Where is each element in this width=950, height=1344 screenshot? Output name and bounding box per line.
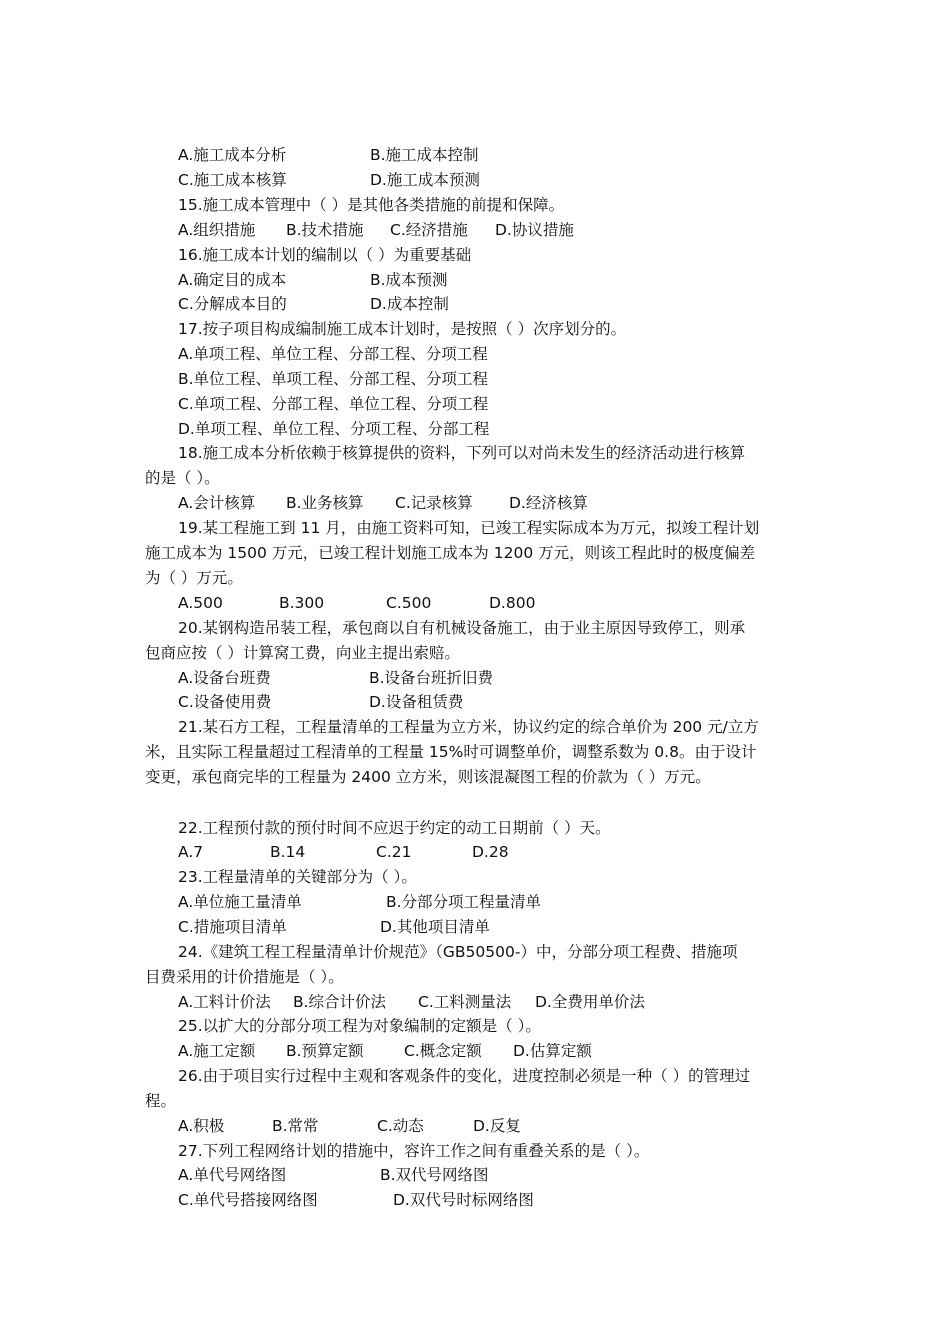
answer-option: D.全费用单价法 (535, 993, 645, 1011)
answer-option: C.施工成本核算 (178, 171, 287, 189)
answer-option: B.设备台班折旧费 (369, 669, 494, 687)
question-text: 17.按子项目构成编制施工成本计划时，是按照（ ）次序划分的。 (178, 320, 627, 338)
question-text: 16.施工成本计划的编制以（ ）为重要基础 (178, 246, 472, 264)
question-text: 21.某石方工程，工程量清单的工程量为立方米，协议约定的综合单价为 200 元/立方 (178, 718, 759, 736)
question-text: 27.下列工程网络计划的措施中，容许工作之间有重叠关系的是（ ）。 (178, 1142, 650, 1160)
answer-option: C.分解成本目的 (178, 295, 287, 313)
answer-option: D.估算定额 (513, 1042, 592, 1060)
answer-option: D.协议措施 (495, 221, 574, 239)
answer-option: C.500 (386, 594, 432, 612)
question-text-continued: 为（ ）万元。 (145, 569, 243, 587)
answer-option: C.动态 (377, 1117, 424, 1135)
answer-option: D.28 (472, 843, 509, 861)
answer-option: D.双代号时标网络图 (393, 1191, 534, 1209)
answer-option: C.单代号搭接网络图 (178, 1191, 318, 1209)
answer-option: B.常常 (272, 1117, 319, 1135)
answer-option: A.7 (178, 843, 204, 861)
answer-option: D.成本控制 (370, 295, 449, 313)
question-text-continued: 程。 (145, 1092, 177, 1110)
answer-option: A.施工成本分析 (178, 146, 287, 164)
question-text-continued: 的是（ ）。 (145, 469, 220, 487)
answer-option: B.14 (270, 843, 306, 861)
question-text: 15.施工成本管理中（ ）是其他各类措施的前提和保障。 (178, 196, 565, 214)
answer-option: B.施工成本控制 (370, 146, 479, 164)
answer-option: D.经济核算 (509, 494, 588, 512)
answer-option: B.技术措施 (286, 221, 364, 239)
question-text-continued: 米，且实际工程量超过工程清单的工程量 15%时可调整单价，调整系数为 0.8。由于设计 (145, 743, 757, 761)
answer-option: C.措施项目清单 (178, 918, 287, 936)
answer-option: A.组织措施 (178, 221, 256, 239)
answer-option: C.21 (376, 843, 412, 861)
answer-option: D.800 (489, 594, 536, 612)
question-text: 26.由于项目实行过程中主观和客观条件的变化，进度控制必须是一种（ ）的管理过 (178, 1067, 751, 1085)
answer-option: C.设备使用费 (178, 693, 272, 711)
answer-option: A.单代号网络图 (178, 1166, 287, 1184)
answer-option: B.成本预测 (370, 271, 448, 289)
answer-option: C.记录核算 (395, 494, 473, 512)
answer-option: A.工料计价法 (178, 993, 271, 1011)
answer-option: A.确定目的成本 (178, 271, 287, 289)
answer-option: A.单位施工量清单 (178, 893, 302, 911)
question-text: 18.施工成本分析依赖于核算提供的资料，下列可以对尚未发生的经济活动进行核算 (178, 444, 746, 462)
answer-option: D.设备租赁费 (369, 693, 464, 711)
answer-option: A.积极 (178, 1117, 225, 1135)
question-text: 23.工程量清单的关键部分为（ ）。 (178, 868, 417, 886)
answer-option: D.其他项目清单 (380, 918, 490, 936)
question-text: 22.工程预付款的预付时间不应迟于约定的动工日期前（ ）天。 (178, 819, 611, 837)
question-text: 20.某钢构造吊装工程，承包商以自有机械设备施工，由于业主原因导致停工，则承 (178, 619, 746, 637)
answer-option: B.分部分项工程量清单 (386, 893, 542, 911)
answer-option: B.双代号网络图 (380, 1166, 489, 1184)
answer-option: A.会计核算 (178, 494, 256, 512)
answer-option: C.单项工程、分部工程、单位工程、分项工程 (178, 395, 489, 413)
answer-option: A.施工定额 (178, 1042, 256, 1060)
question-text: 19.某工程施工到 11 月，由施工资料可知，已竣工程实际成本为万元，拟竣工程计划 (178, 519, 760, 537)
answer-option: D.施工成本预测 (370, 171, 480, 189)
question-text: 24.《建筑工程工程量清单计价规范》（GB50500-）中，分部分项工程费、措施项 (178, 943, 738, 961)
answer-option: B.综合计价法 (293, 993, 387, 1011)
answer-option: A.500 (178, 594, 223, 612)
answer-option: C.经济措施 (390, 221, 468, 239)
question-text-continued: 目费采用的计价措施是（ ）。 (145, 968, 344, 986)
answer-option: A.设备台班费 (178, 669, 271, 687)
answer-option: C.概念定额 (404, 1042, 482, 1060)
question-text-continued: 施工成本为 1500 万元，已竣工程计划施工成本为 1200 万元，则该工程此时的极度偏差 (145, 544, 756, 562)
question-text-continued: 包商应按（ ）计算窝工费，向业主提出索赔。 (145, 644, 460, 662)
question-text-continued: 变更，承包商完毕的工程量为 2400 立方米，则该混凝图工程的价款为（ ）万元。 (145, 768, 711, 786)
answer-option: D.单项工程、单位工程、分项工程、分部工程 (178, 420, 490, 438)
answer-option: A.单项工程、单位工程、分部工程、分项工程 (178, 345, 488, 363)
answer-option: B.业务核算 (286, 494, 364, 512)
answer-option: B.300 (279, 594, 325, 612)
answer-option: B.单位工程、单项工程、分部工程、分项工程 (178, 370, 489, 388)
answer-option: B.预算定额 (286, 1042, 364, 1060)
answer-option: D.反复 (473, 1117, 521, 1135)
question-text: 25.以扩大的分部分项工程为对象编制的定额是（ ）。 (178, 1017, 541, 1035)
answer-option: C.工料测量法 (418, 993, 512, 1011)
